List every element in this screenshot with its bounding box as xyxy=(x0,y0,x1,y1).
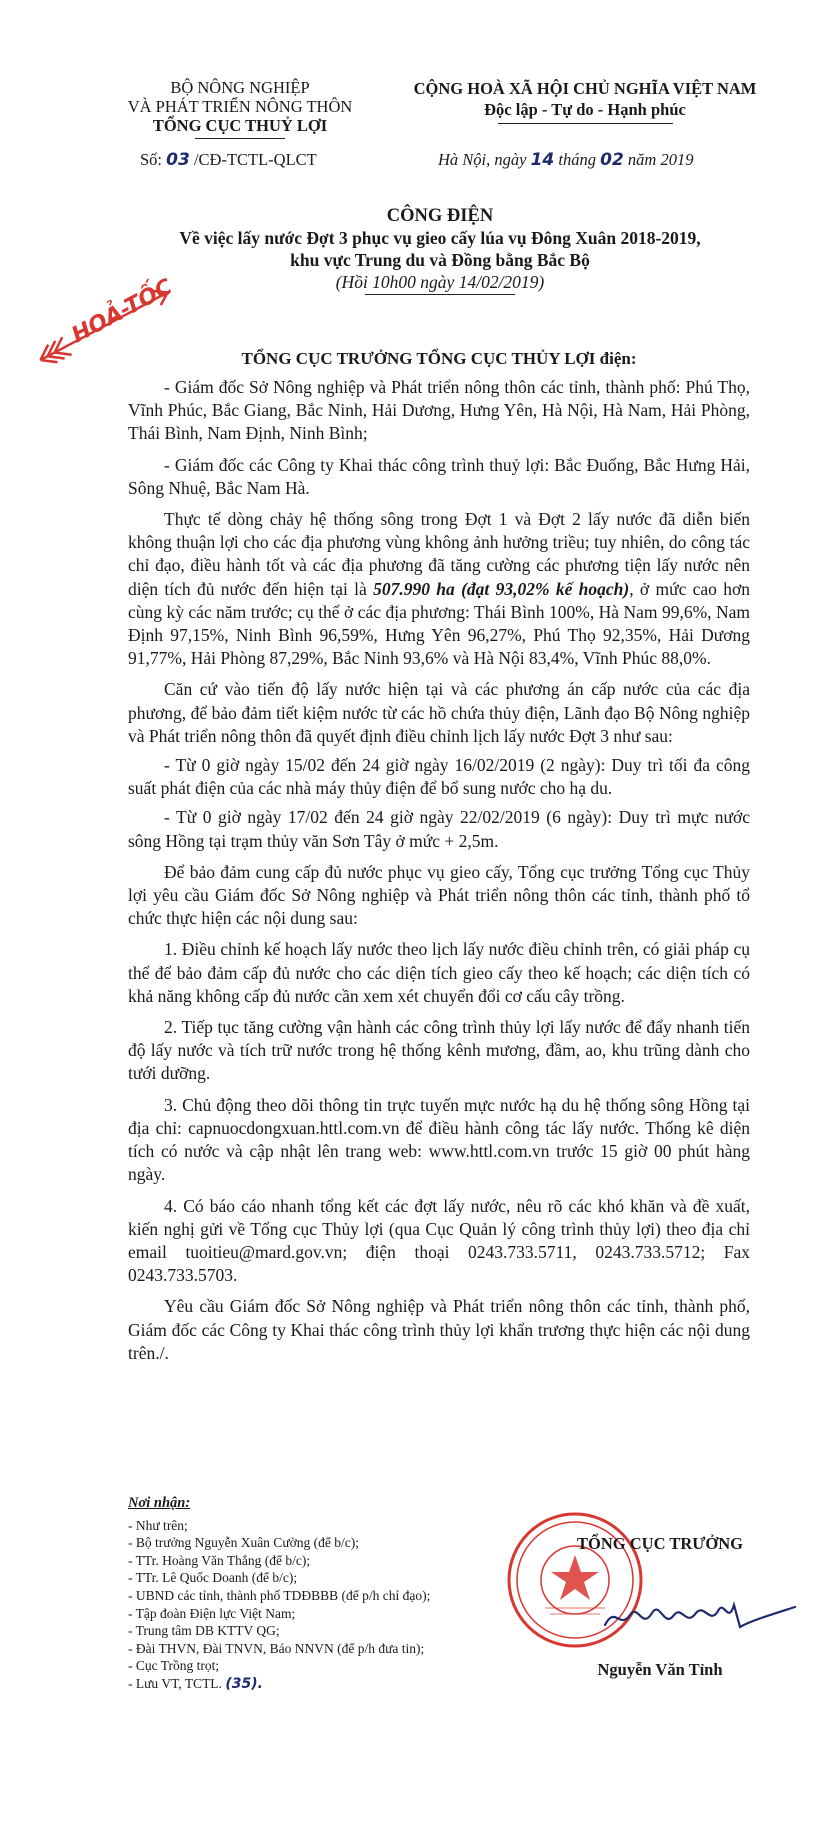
recipient-item: - Trung tâm DB KTTV QG; xyxy=(128,1623,280,1639)
paragraph-recipients-companies: - Giám đốc các Công ty Khai thác công trình thuỷ lợi: Bắc Đuống, Bắc Hưng Hải, Sông Nhuệ, Bắc Nam Hà. xyxy=(128,454,750,498)
recipient-item: - TTr. Lê Quốc Doanh (để b/c); xyxy=(128,1570,298,1586)
paragraph-schedule-1: - Từ 0 giờ ngày 15/02 đến 24 giờ ngày 16/02/2019 (2 ngày): Duy trì tối đa công suất phát điện của các nhà máy thủy điện để bổ sung nước cho hạ du. xyxy=(128,755,750,799)
ministry-line1: BỘ NÔNG NGHIỆP xyxy=(170,78,310,97)
recipients-heading: Nơi nhận: xyxy=(128,1495,191,1511)
urgent-stamp-text: HOẢ-TỐC xyxy=(67,274,177,349)
title-subject-2: khu vực Trung du và Đồng bằng Bắc Bộ xyxy=(290,250,590,270)
paragraph-task-1: 1. Điều chỉnh kế hoạch lấy nước theo lịch lấy nước điều chỉnh trên, có giải pháp cụ thể để bảo đảm cấp đủ nước cho các diện tích gieo cấy theo kế hoạch; các diện tích có khả năng không cấp đủ nước cần xem xét chuyển đổi cơ cấu cây trồng. xyxy=(128,939,750,1006)
date-month: 02 xyxy=(600,150,624,170)
copies-count: (35). xyxy=(225,1675,263,1692)
document-number: Số: 03 /CĐ-TCTL-QLCT xyxy=(140,150,317,170)
country-name: CỘNG HOÀ XÃ HỘI CHỦ NGHĨA VIỆT NAM xyxy=(413,79,757,98)
title-type: CÔNG ĐIỆN xyxy=(386,206,494,226)
recipient-item: - Như trên; xyxy=(128,1517,188,1533)
recipient-item: - Lưu VT, TCTL. (35). xyxy=(128,1675,263,1692)
recipient-item: - Đài THVN, Đài TNVN, Báo NNVN (để p/h đưa tin); xyxy=(128,1640,425,1656)
signer-name: Nguyễn Văn Tỉnh xyxy=(597,1660,723,1679)
date-day: 14 xyxy=(530,150,555,170)
ministry-line2: VÀ PHÁT TRIỂN NÔNG THÔN xyxy=(127,97,353,116)
recipient-item: - UBND các tỉnh, thành phố TDĐBBB (để p/h chỉ đạo); xyxy=(128,1587,431,1603)
irrigated-area-figure: 507.990 ha (đạt 93,02% kế hoạch) xyxy=(373,578,630,599)
paragraph-basis: Căn cứ vào tiến độ lấy nước hiện tại và các phương án cấp nước của các địa phương, để bảo đảm tiết kiệm nước từ các hồ chứa thủy điện, Lãnh đạo Bộ Nông nghiệp và Phát triển nông thôn đã quyết định điều chỉnh lịch lấy nước Đợt 3 như sau: xyxy=(128,679,750,746)
paragraph-task-4: 4. Có báo cáo nhanh tổng kết các đợt lấy nước, nêu rõ các khó khăn và đề xuất, kiến nghị gửi về Tổng cục Thủy lợi (qua Cục Quản lý công trình thủy lợi) theo địa chỉ email tuoitieu@mard.gov.vn; điện thoại 0243.733.5711, 0243.733.5712; Fax 0243.733.5703. xyxy=(128,1195,750,1286)
handwritten-signature-icon xyxy=(600,1585,800,1645)
national-header xyxy=(395,78,775,124)
paragraph-recipients-departments: - Giám đốc Sở Nông nghiệp và Phát triển nông thôn các tỉnh, thành phố: Phú Thọ, Vĩnh Phúc, Bắc Giang, Bắc Ninh, Hải Dương, Hưng Yên, Hà Nội, Hà Nam, Hải Phòng, Thái Bình, Nam Định, Ninh Bình; xyxy=(128,377,750,444)
recipient-item: - TTr. Hoàng Văn Thắng (để b/c); xyxy=(128,1552,311,1568)
recipient-item: - Cục Trồng trọt; xyxy=(128,1658,220,1674)
paragraph-schedule-2: - Từ 0 giờ ngày 17/02 đến 24 giờ ngày 22/02/2019 (6 ngày): Duy trì mực nước sông Hồng tại trạm thủy văn Sơn Tây ở mức + 2,5m. xyxy=(128,807,750,851)
signer-title: TỔNG CỤC TRƯỞNG xyxy=(577,1534,743,1553)
title-time: (Hồi 10h00 ngày 14/02/2019) xyxy=(335,272,545,292)
issuer-block xyxy=(110,78,370,139)
agency-name: TỔNG CỤC THUỶ LỢI xyxy=(152,116,328,135)
document-title xyxy=(140,205,740,295)
title-subject-1: Về việc lấy nước Đợt 3 phục vụ gieo cấy lúa vụ Đông Xuân 2018-2019, xyxy=(179,228,701,248)
paragraph-situation: Thực tế dòng chảy hệ thống sông trong Đợt 1 và Đợt 2 lấy nước đã diễn biến không thuận lợi cho các địa phương vùng không ảnh hưởng triều; tuy nhiên, do công tác chỉ đạo, điều hành tốt và các địa phương đã tăng cường các phương tiện lấy nước nên diện tích đủ nước đến hiện tại là 507.990 ha (đạt 93,02% kế hoạch), ở mức cao hơn cùng kỳ các năm trước; cụ thể ở các địa phương: Thái Bình 100%, Hà Nam 99,6%, Nam Định 97,15%, Ninh Bình 96,59%, Hưng Yên 96,27%, Phú Thọ 92,35%, Hải Dương 91,77%, Hải Phòng 87,29%, Bắc Ninh 93,6% và Hà Nội 83,4%, Vĩnh Phúc 88,0%. xyxy=(128,509,750,669)
national-motto: Độc lập - Tự do - Hạnh phúc xyxy=(484,100,686,119)
addressee-heading: TỔNG CỤC TRƯỞNG TỔNG CỤC THỦY LỢI điện: xyxy=(241,349,637,368)
document-body xyxy=(128,376,750,1365)
paragraph-closing: Yêu cầu Giám đốc Sở Nông nghiệp và Phát triển nông thôn các tỉnh, thành phố, Giám đốc các Công ty Khai thác công trình thủy lợi khẩn trương thực hiện các nội dung trên./. xyxy=(128,1296,750,1363)
paragraph-request: Để bảo đảm cung cấp đủ nước phục vụ gieo cấy, Tổng cục trưởng Tổng cục Thủy lợi yêu cầu Giám đốc Sở Nông nghiệp và Phát triển nông thôn các tỉnh, thành phố tổ chức thực hiện các nội dung sau: xyxy=(128,861,750,929)
motto-underline xyxy=(498,123,673,124)
recipients-list xyxy=(128,1495,528,1694)
issuer-underline xyxy=(195,138,285,139)
paragraph-task-3: 3. Chủ động theo dõi thông tin trực tuyến mực nước hạ du hệ thống sông Hồng tại địa chỉ: capnuocdongxuan.httl.com.vn để điều hành công tác lấy nước. Thống kê diện tích có nước và cập nhật lên trang web: www.httl.com.vn trước 15 giờ 00 phút hàng ngày. xyxy=(128,1094,750,1185)
recipient-item: - Bộ trưởng Nguyễn Xuân Cường (để b/c); xyxy=(128,1535,359,1551)
document-number-value: 03 xyxy=(166,150,190,170)
paragraph-task-2: 2. Tiếp tục tăng cường vận hành các công trình thủy lợi lấy nước để đẩy nhanh tiến độ lấy nước và tích trữ nước trong hệ thống kênh mương, đầm, ao, khu trũng dành cho tưới dưỡng. xyxy=(128,1017,750,1084)
recipient-item: - Tập đoàn Điện lực Việt Nam; xyxy=(128,1605,296,1621)
document-date: Hà Nội, ngày 14 tháng 02 năm 2019 xyxy=(438,150,694,170)
title-underline xyxy=(365,294,515,295)
